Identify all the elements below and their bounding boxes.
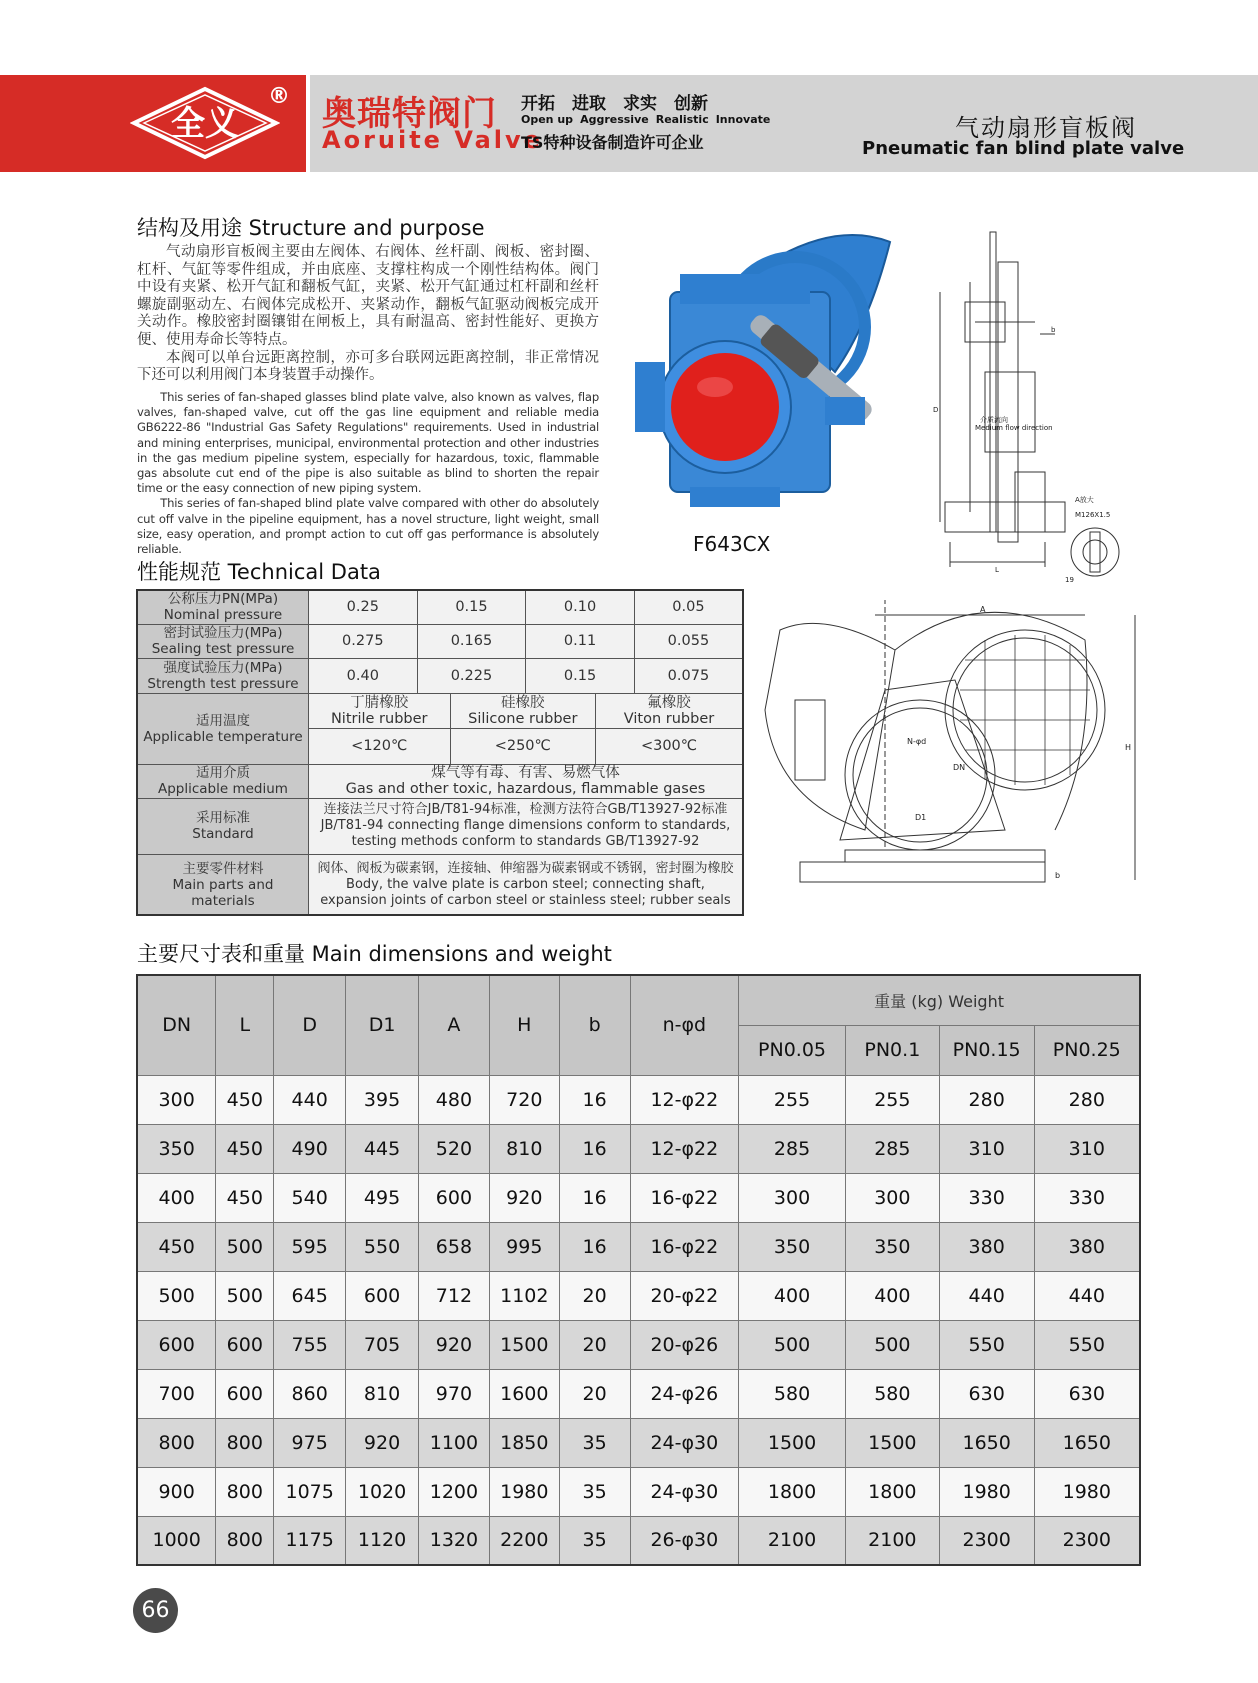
table-cell: 970 <box>418 1369 489 1418</box>
col-header-pn015: PN0.15 <box>939 1025 1034 1075</box>
table-row <box>137 1124 1140 1173</box>
table-cell: 2300 <box>939 1516 1034 1565</box>
structure-text-en: This series of fan-shaped glasses blind plate valve, also known as valves, flap valves, fan-shaped valve, cut off the gas line equipment and reliable media GB6222-86 "Industrial Gas Safety Regulations" requirements. Used in industrial and mining enterprises, municipal, environmental protection and other industries in the gas medium pipeline system, especially for hazardous, toxic, flammable gas absolute cut end of the pipe is also suitable as blind to shorten the repair time or the easy connection of new piping system. This series of fan-shaped blind plate valve compared with other do absolutely cut off valve in the pipeline equipment, has a novel structure, light weight, small size, easy operation, and prompt action to cut off gas performance is absolutely reliable. <box>137 390 599 557</box>
table-row <box>137 1467 1140 1516</box>
table-cell: 1120 <box>346 1516 419 1565</box>
label-medium-flow-en: Medium flow direction <box>975 424 1053 432</box>
tech-row-medium <box>137 764 743 798</box>
table-cell: 1020 <box>346 1467 419 1516</box>
label-d1: D1 <box>915 813 927 822</box>
table-cell: 800 <box>137 1418 216 1467</box>
table-cell: 35 <box>559 1418 630 1467</box>
table-cell: 700 <box>137 1369 216 1418</box>
table-cell: 450 <box>137 1222 216 1271</box>
table-cell: 810 <box>489 1124 559 1173</box>
table-cell: 1075 <box>274 1467 346 1516</box>
certificate-text: TS特种设备制造许可企业 <box>521 133 704 152</box>
tech-cell: <300℃ <box>596 729 743 764</box>
label-l: L <box>995 566 999 574</box>
logo-text: 全义 <box>171 104 239 144</box>
table-cell: 1650 <box>1034 1418 1140 1467</box>
label-a-enlarged: A放大 <box>1075 496 1094 504</box>
slogan-cn: 开拓 进取 求实 创新 <box>521 94 708 114</box>
table-cell: 20-φ26 <box>630 1320 739 1369</box>
table-row <box>137 1222 1140 1271</box>
table-cell: 1650 <box>939 1418 1034 1467</box>
table-cell: 35 <box>559 1467 630 1516</box>
table-cell: 300 <box>739 1173 846 1222</box>
table-cell: 24-φ26 <box>630 1369 739 1418</box>
label-medium-flow: 介质流向 <box>980 416 1008 424</box>
table-cell: 712 <box>418 1271 489 1320</box>
table-cell: 16-φ22 <box>630 1222 739 1271</box>
tech-cell: <120℃ <box>308 729 450 764</box>
table-cell: 600 <box>137 1320 216 1369</box>
table-cell: 255 <box>739 1075 846 1124</box>
table-cell: 380 <box>1034 1222 1140 1271</box>
structure-text-cn: 气动扇形盲板阀主要由左阀体、右阀体、丝杆副、阀板、密封圈、杠杆、气缸等零件组成，并由底座、支撑柱构成一个刚性结构体。阀门中设有夹紧、松开气缸和翻板气缸，夹紧、松开气缸通过杠杆副和丝杆螺旋副驱动左、右阀体完成松开、夹紧动作，翻板气缸驱动阀板完成开关动作。橡胶密封圈镶钳在闸板上，具有耐温高、密封性能好、更换方便、使用寿命长等特点。 本阀可以单台远距离控制，亦可多台联网远距离控制，非正常情况下还可以利用阀门本身装置手动操作。 <box>137 244 599 384</box>
table-cell: 920 <box>346 1418 419 1467</box>
table-cell: 300 <box>137 1075 216 1124</box>
table-cell: 24-φ30 <box>630 1467 739 1516</box>
table-cell: 450 <box>216 1075 274 1124</box>
col-header-d: D <box>274 975 346 1075</box>
tech-label-temperature: 适用温度 Applicable temperature <box>137 694 308 764</box>
table-cell: 285 <box>739 1124 846 1173</box>
model-label: F643CX <box>693 532 771 556</box>
tech-row-nominal <box>137 590 743 624</box>
tech-cell: 丁腈橡胶 Nitrile rubber <box>308 694 450 729</box>
table-cell: 1102 <box>489 1271 559 1320</box>
table-cell: 540 <box>274 1173 346 1222</box>
col-header-dn: DN <box>137 975 216 1075</box>
table-cell: 705 <box>346 1320 419 1369</box>
table-cell: 12-φ22 <box>630 1075 739 1124</box>
table-cell: 16 <box>559 1075 630 1124</box>
table-cell: 645 <box>274 1271 346 1320</box>
table-cell: 1980 <box>939 1467 1034 1516</box>
table-cell: 1800 <box>739 1467 846 1516</box>
table-cell: 450 <box>216 1173 274 1222</box>
table-cell: 330 <box>1034 1173 1140 1222</box>
tech-cell: 煤气等有毒、有害、易燃气体 Gas and other toxic, hazardous, flammable gases <box>308 764 743 798</box>
table-cell: 20-φ22 <box>630 1271 739 1320</box>
table-cell: 1980 <box>489 1467 559 1516</box>
tech-cell: 0.165 <box>417 624 526 658</box>
table-cell: 330 <box>939 1173 1034 1222</box>
table-cell: 630 <box>1034 1369 1140 1418</box>
label-a: A <box>980 605 986 614</box>
table-cell: 500 <box>739 1320 846 1369</box>
table-cell: 255 <box>845 1075 939 1124</box>
label-d: D <box>933 406 939 414</box>
structure-heading: 结构及用途 Structure and purpose <box>137 216 485 240</box>
tech-cell: <250℃ <box>450 729 596 764</box>
table-cell: 520 <box>418 1124 489 1173</box>
table-cell: 860 <box>274 1369 346 1418</box>
tech-cell: 0.055 <box>634 624 743 658</box>
dimensions-heading: 主要尺寸表和重量 Main dimensions and weight <box>137 942 612 966</box>
table-cell: 285 <box>845 1124 939 1173</box>
table-cell: 600 <box>216 1320 274 1369</box>
table-row <box>137 1173 1140 1222</box>
table-cell: 630 <box>939 1369 1034 1418</box>
front-view-drawing <box>755 600 1140 898</box>
label-thread: M126X1.5 <box>1075 511 1111 519</box>
tech-label-nominal: 公称压力PN(MPa) Nominal pressure <box>137 590 308 624</box>
table-cell: 658 <box>418 1222 489 1271</box>
col-header-pn01: PN0.1 <box>845 1025 939 1075</box>
table-cell: 440 <box>274 1075 346 1124</box>
table-cell: 16 <box>559 1124 630 1173</box>
table-cell: 580 <box>739 1369 846 1418</box>
brand-name-en: Aoruite Valve <box>322 126 543 154</box>
table-cell: 800 <box>216 1516 274 1565</box>
col-header-a: A <box>418 975 489 1075</box>
tech-label-standard: 采用标准 Standard <box>137 798 308 854</box>
col-header-b: b <box>559 975 630 1075</box>
tech-cell: 0.05 <box>634 590 743 624</box>
dimensions-table <box>136 974 1141 1566</box>
table-cell: 1500 <box>845 1418 939 1467</box>
table-cell: 12-φ22 <box>630 1124 739 1173</box>
table-cell: 26-φ30 <box>630 1516 739 1565</box>
table-cell: 1500 <box>739 1418 846 1467</box>
table-cell: 1200 <box>418 1467 489 1516</box>
company-logo <box>130 85 280 161</box>
tech-row-temp-materials <box>137 694 743 729</box>
product-title-en: Pneumatic fan blind plate valve <box>862 138 1185 159</box>
col-header-pn025: PN0.25 <box>1034 1025 1140 1075</box>
table-row <box>137 1516 1140 1565</box>
tech-cell: 0.275 <box>308 624 417 658</box>
table-row <box>137 1075 1140 1124</box>
table-cell: 16-φ22 <box>630 1173 739 1222</box>
label-nineteen: 19 <box>1065 576 1074 584</box>
table-cell: 350 <box>137 1124 216 1173</box>
table-row <box>137 1369 1140 1418</box>
table-cell: 310 <box>939 1124 1034 1173</box>
table-cell: 2200 <box>489 1516 559 1565</box>
table-cell: 440 <box>1034 1271 1140 1320</box>
label-b2: b <box>1055 871 1061 880</box>
tech-cell: 阀体、阀板为碳素钢，连接轴、伸缩器为碳素钢或不锈钢，密封圈为橡胶 Body, the valve plate is carbon steel; connecting shaft, expansion joints of carbon steel or stainless steel; rubber seals <box>308 855 743 915</box>
table-cell: 920 <box>418 1320 489 1369</box>
tech-cell: 硅橡胶 Silicone rubber <box>450 694 596 729</box>
table-cell: 550 <box>939 1320 1034 1369</box>
registered-mark: ® <box>268 84 290 109</box>
col-header-l: L <box>216 975 274 1075</box>
col-header-d1: D1 <box>346 975 419 1075</box>
table-cell: 975 <box>274 1418 346 1467</box>
table-cell: 500 <box>137 1271 216 1320</box>
table-cell: 800 <box>216 1418 274 1467</box>
label-n-phi-d: N-φd <box>907 737 927 746</box>
table-cell: 1850 <box>489 1418 559 1467</box>
table-cell: 440 <box>939 1271 1034 1320</box>
table-cell: 2100 <box>845 1516 939 1565</box>
header-divider <box>306 75 310 172</box>
table-row <box>137 1320 1140 1369</box>
table-cell: 600 <box>346 1271 419 1320</box>
label-dn: DN <box>953 763 966 772</box>
table-cell: 800 <box>216 1467 274 1516</box>
table-cell: 400 <box>739 1271 846 1320</box>
table-cell: 2300 <box>1034 1516 1140 1565</box>
table-cell: 810 <box>346 1369 419 1418</box>
table-cell: 450 <box>216 1124 274 1173</box>
tech-cell: 0.225 <box>417 658 526 693</box>
table-cell: 720 <box>489 1075 559 1124</box>
page-number: 66 <box>133 1588 178 1633</box>
table-cell: 350 <box>845 1222 939 1271</box>
brand-name-cn: 奥瑞特阀门 <box>322 94 497 134</box>
table-cell: 495 <box>346 1173 419 1222</box>
tech-cell: 0.10 <box>526 590 635 624</box>
tech-label-strength: 强度试验压力(MPa) Strength test pressure <box>137 658 308 693</box>
table-row <box>137 1418 1140 1467</box>
table-cell: 500 <box>845 1320 939 1369</box>
tech-row-strength <box>137 658 743 693</box>
tech-cell: 0.15 <box>526 658 635 693</box>
col-header-weight: 重量 (kg) Weight <box>739 975 1140 1025</box>
table-cell: 1175 <box>274 1516 346 1565</box>
table-cell: 1980 <box>1034 1467 1140 1516</box>
table-cell: 1100 <box>418 1418 489 1467</box>
table-cell: 2100 <box>739 1516 846 1565</box>
table-cell: 350 <box>739 1222 846 1271</box>
table-cell: 310 <box>1034 1124 1140 1173</box>
table-cell: 20 <box>559 1369 630 1418</box>
label-h: H <box>1125 743 1132 752</box>
tech-row-standard <box>137 798 743 854</box>
tech-label-sealing: 密封试验压力(MPa) Sealing test pressure <box>137 624 308 658</box>
table-cell: 380 <box>939 1222 1034 1271</box>
table-cell: 995 <box>489 1222 559 1271</box>
technical-data-table <box>136 589 744 916</box>
product-title-cn: 气动扇形盲板阀 <box>955 114 1137 142</box>
side-view-drawing <box>925 222 1140 584</box>
table-cell: 595 <box>274 1222 346 1271</box>
tech-label-medium: 适用介质 Applicable medium <box>137 764 308 798</box>
table-cell: 550 <box>1034 1320 1140 1369</box>
table-cell: 445 <box>346 1124 419 1173</box>
table-row <box>137 1271 1140 1320</box>
table-cell: 755 <box>274 1320 346 1369</box>
table-cell: 550 <box>346 1222 419 1271</box>
table-cell: 480 <box>418 1075 489 1124</box>
table-cell: 400 <box>845 1271 939 1320</box>
table-cell: 1320 <box>418 1516 489 1565</box>
table-cell: 20 <box>559 1320 630 1369</box>
table-cell: 280 <box>1034 1075 1140 1124</box>
table-cell: 490 <box>274 1124 346 1173</box>
col-header-h: H <box>489 975 559 1075</box>
col-header-n-phi-d: n-φd <box>630 975 739 1075</box>
table-cell: 400 <box>137 1173 216 1222</box>
table-cell: 1800 <box>845 1467 939 1516</box>
tech-cell: 0.40 <box>308 658 417 693</box>
tech-cell: 0.25 <box>308 590 417 624</box>
valve-photo <box>620 222 920 522</box>
label-b: b <box>1051 326 1056 334</box>
table-cell: 16 <box>559 1222 630 1271</box>
col-header-pn005: PN0.05 <box>739 1025 846 1075</box>
table-cell: 35 <box>559 1516 630 1565</box>
table-cell: 1500 <box>489 1320 559 1369</box>
tech-cell: 0.15 <box>417 590 526 624</box>
tech-cell: 连接法兰尺寸符合JB/T81-94标准，检测方法符合GB/T13927-92标准 JB/T81-94 connecting flange dimensions conform to standards, testing methods conform to standards GB/T13927-92 <box>308 798 743 854</box>
table-cell: 20 <box>559 1271 630 1320</box>
table-cell: 1600 <box>489 1369 559 1418</box>
tech-cell: 0.11 <box>526 624 635 658</box>
table-cell: 1000 <box>137 1516 216 1565</box>
slogan-en: Open up Aggressive Realistic Innovate <box>521 113 771 126</box>
table-cell: 600 <box>216 1369 274 1418</box>
table-cell: 24-φ30 <box>630 1418 739 1467</box>
table-cell: 300 <box>845 1173 939 1222</box>
table-cell: 395 <box>346 1075 419 1124</box>
tech-cell: 氟橡胶 Viton rubber <box>596 694 743 729</box>
table-cell: 280 <box>939 1075 1034 1124</box>
tech-cell: 0.075 <box>634 658 743 693</box>
table-cell: 920 <box>489 1173 559 1222</box>
table-cell: 600 <box>418 1173 489 1222</box>
table-cell: 900 <box>137 1467 216 1516</box>
table-cell: 500 <box>216 1222 274 1271</box>
technical-heading: 性能规范 Technical Data <box>137 560 381 584</box>
tech-label-materials: 主要零件材料 Main parts and materials <box>137 855 308 915</box>
tech-row-sealing <box>137 624 743 658</box>
tech-row-materials <box>137 855 743 915</box>
table-cell: 16 <box>559 1173 630 1222</box>
table-cell: 580 <box>845 1369 939 1418</box>
table-cell: 500 <box>216 1271 274 1320</box>
